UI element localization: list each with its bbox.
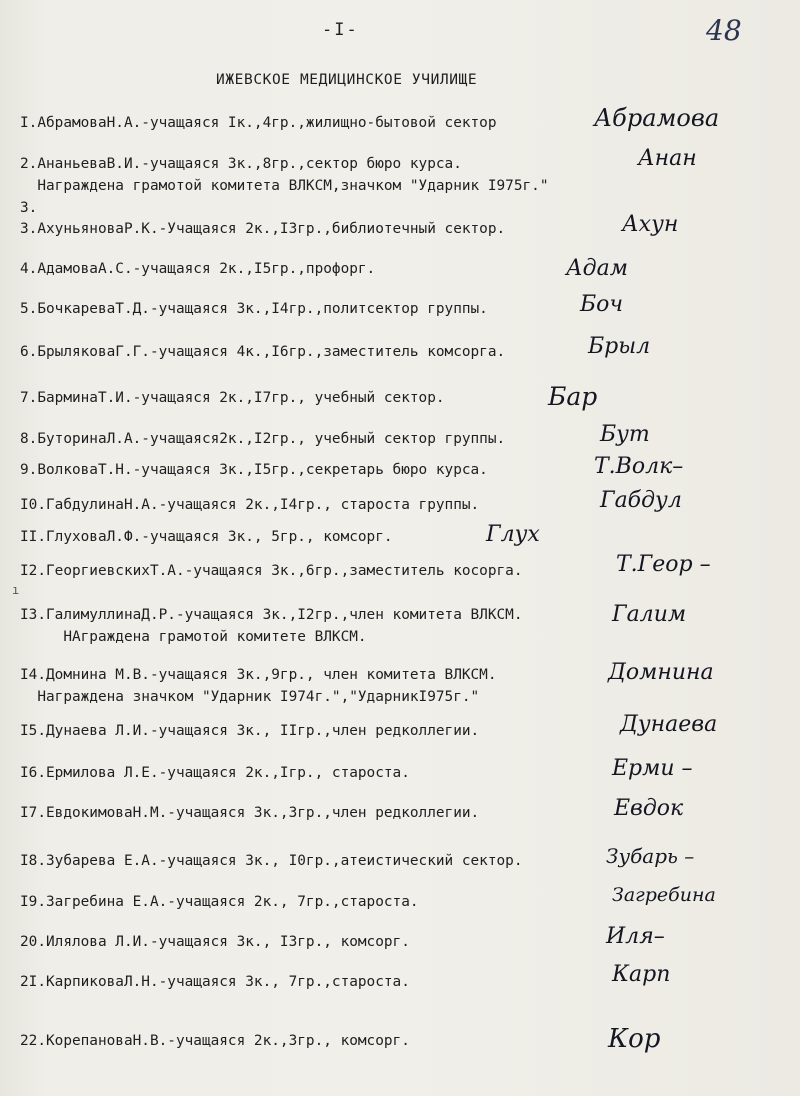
- list-item: [20, 664, 620, 708]
- entry-line: НАграждена грамотой комитете ВЛКСМ.: [20, 629, 367, 645]
- handwritten-signature: Анан: [638, 146, 697, 171]
- handwritten-signature: Ахун: [622, 212, 679, 237]
- handwritten-signature: Т.Геор –: [616, 552, 711, 577]
- list-item: [20, 298, 620, 320]
- entry-line: 5.БочкареваТ.Д.-учащаяся 3к.,I4гр.,политсектор группы.: [20, 301, 488, 317]
- list-item: [20, 762, 620, 784]
- handwritten-signature: Зубарь –: [606, 844, 695, 868]
- entry-line: I.АбрамоваН.А.-учащаяся Iк.,4гр.,жилищно-бытовой сектор: [20, 115, 497, 131]
- entry-line: 20.Илялова Л.И.-учащаяся 3к., I3гр., комсорг.: [20, 934, 410, 950]
- list-item: [20, 850, 620, 872]
- handwritten-signature: Домнина: [608, 660, 714, 685]
- entry-line: I9.Загребина Е.А.-учащаяся 2к., 7гр.,староста.: [20, 894, 419, 910]
- handwritten-signature: Загребина: [612, 884, 716, 906]
- archive-sheet-number: 48: [706, 14, 742, 47]
- handwritten-signature: Бут: [600, 422, 650, 447]
- list-item: [20, 720, 620, 742]
- handwritten-signature: Кор: [608, 1024, 661, 1054]
- list-item: [20, 802, 620, 824]
- list-item: [20, 112, 620, 134]
- handwritten-signature: Брыл: [588, 334, 651, 359]
- list-item: [20, 494, 620, 516]
- list-item: [20, 891, 620, 913]
- entry-line: I8.Зубарева Е.А.-учащаяся 3к., I0гр.,атеистический сектор.: [20, 853, 523, 869]
- entry-line: I6.Ермилова Л.Е.-учащаяся 2к.,Iгр., староста.: [20, 765, 410, 781]
- handwritten-signature: Ерми –: [612, 756, 693, 781]
- handwritten-signature: Абрамова: [594, 104, 720, 132]
- handwritten-signature: Евдок: [614, 796, 684, 821]
- entry-line: 2I.КарпиковаЛ.Н.-учащаяся 3к., 7гр.,староста.: [20, 974, 410, 990]
- list-item: [20, 387, 620, 409]
- list-item: [20, 459, 620, 481]
- entry-line: I0.ГабдулинаН.А.-учащаяся 2к.,I4гр., староста группы.: [20, 497, 480, 513]
- handwritten-signature: Т.Волк–: [594, 454, 684, 479]
- entry-line: Награждена грамотой комитета ВЛКСМ,значком "Ударник I975г.": [20, 178, 549, 194]
- list-item: [20, 153, 620, 219]
- handwritten-signature: Бар: [548, 382, 598, 411]
- entry-line: I3.ГалимуллинаД.Р.-учащаяся 3к.,I2гр.,член комитета ВЛКСМ.: [20, 607, 523, 623]
- handwritten-signature: Дунаева: [620, 712, 718, 737]
- list-item: [20, 971, 620, 993]
- list-item: [20, 428, 620, 450]
- list-item: [20, 341, 620, 363]
- entry-line: 9.ВолковаТ.Н.-учащаяся 3к.,I5гр.,секретарь бюро курса.: [20, 462, 488, 478]
- stray-mark: ı: [12, 583, 20, 597]
- entry-line: 22.КорепановаН.В.-учащаяся 2к.,3гр., комсорг.: [20, 1033, 410, 1049]
- list-item: [20, 258, 620, 280]
- entry-line: I5.Дунаева Л.И.-учащаяся 3к., IIгр.,член редколлегии.: [20, 723, 480, 739]
- handwritten-signature: Карп: [612, 962, 671, 987]
- entry-line: 6.БрыляковаГ.Г.-учащаяся 4к.,I6гр.,заместитель комсорга.: [20, 344, 506, 360]
- entry-line: I2.ГеоргиевскихТ.А.-учащаяся 3к.,6гр.,заместитель косорга.: [20, 563, 523, 579]
- list-item: [20, 218, 620, 240]
- list-item: [20, 560, 620, 582]
- entry-line: Награждена значком "Ударник I974г.","УдарникI975г.": [20, 689, 480, 705]
- entry-line: I4.Домнина М.В.-учащаяся 3к.,9гр., член комитета ВЛКСМ.: [20, 667, 497, 683]
- list-item: [20, 931, 620, 953]
- entry-line: 8.БуторинаЛ.А.-учащаяся2к.,I2гр., учебный сектор группы.: [20, 431, 506, 447]
- entry-line: II.ГлуховаЛ.Ф.-учащаяся 3к., 5гр., комсорг.: [20, 529, 393, 545]
- list-item: [20, 604, 620, 648]
- handwritten-signature: Габдул: [600, 488, 682, 513]
- handwritten-signature: Боч: [580, 292, 624, 317]
- handwritten-signature: Галим: [612, 602, 687, 627]
- entry-line: 4.АдамоваА.С.-учащаяся 2к.,I5гр.,профорг.: [20, 261, 376, 277]
- handwritten-signature: Иля–: [606, 924, 665, 949]
- list-item: [20, 1030, 620, 1052]
- entry-line: I7.ЕвдокимоваН.М.-учащаяся 3к.,3гр.,член редколлегии.: [20, 805, 480, 821]
- page-number: -I-: [322, 20, 359, 40]
- entry-line: 3.АхуньяноваР.К.-Учащаяся 2к.,I3гр.,библиотечный сектор.: [20, 221, 506, 237]
- document-heading: ИЖЕВСКОЕ МЕДИЦИНСКОЕ УЧИЛИЩЕ: [216, 72, 478, 88]
- entry-line: 7.БарминаТ.И.-учащаяся 2к.,I7гр., учебный сектор.: [20, 390, 445, 406]
- handwritten-signature: Адам: [566, 256, 628, 281]
- entry-line: 2.АнаньеваВ.И.-учащаяся 3к.,8гр.,сектор бюро курса.: [20, 156, 462, 172]
- entry-line: 3.: [20, 200, 38, 216]
- handwritten-signature: Глух: [486, 522, 540, 547]
